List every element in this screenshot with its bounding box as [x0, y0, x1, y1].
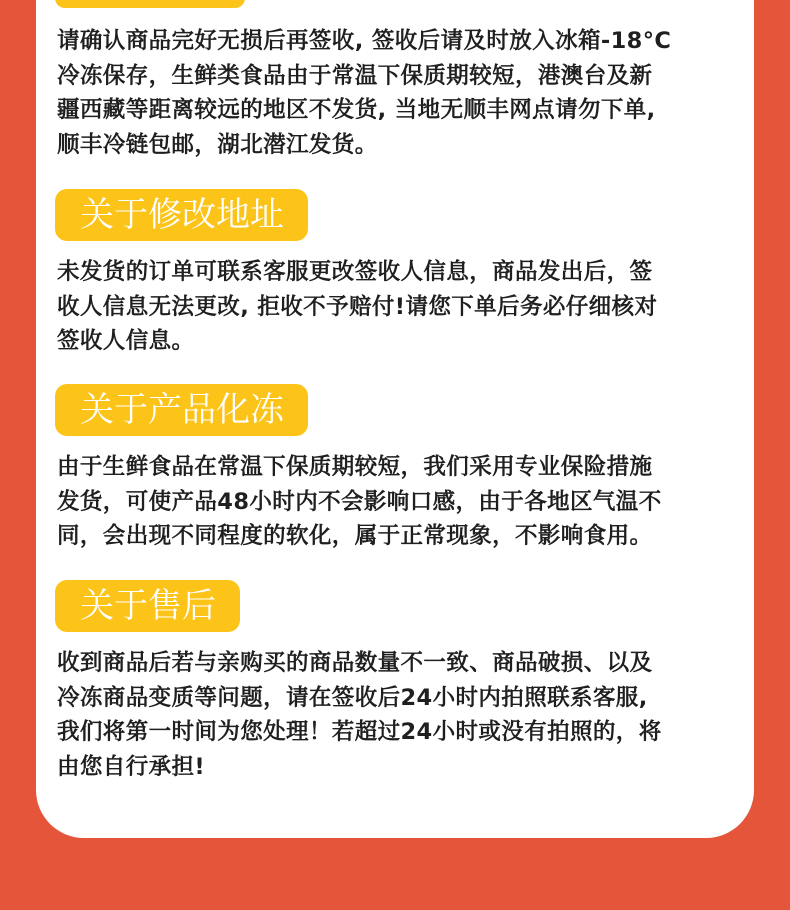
text-line: 签收人信息。: [57, 328, 195, 354]
after-sales-text: [57, 646, 737, 784]
section-title-address-change: 关于修改地址: [55, 189, 308, 241]
section-header-pill-partial: [55, 0, 245, 8]
text-line: 请确认商品完好无损后再签收, 签收后请及时放入冰箱-18°C: [57, 28, 672, 54]
text-line: 同，会出现不同程度的软化，属于正常现象，不影响食用。: [57, 523, 653, 549]
text-line: 收到商品后若与亲购买的商品数量不一致、商品破损、以及: [57, 650, 653, 676]
text-line: 由于生鲜食品在常温下保质期较短，我们采用专业保险措施: [57, 454, 653, 480]
section-title-thawing: 关于产品化冻: [55, 384, 308, 436]
text-line: 疆西藏等距离较远的地区不发货, 当地无顺丰网点请勿下单,: [57, 97, 656, 123]
text-line: 未发货的订单可联系客服更改签收人信息，商品发出后，签: [57, 259, 653, 285]
text-line: 收人信息无法更改, 拒收不予赔付!请您下单后务必仔细核对: [57, 293, 658, 320]
shipping-notice-text: [57, 24, 737, 162]
text-line: 发货，可使产品48小时内不会影响口感，由于各地区气温不: [57, 488, 662, 515]
text-line: 我们将第一时间为您处理！若超过24小时或没有拍照的，将: [57, 719, 662, 745]
address-change-text: [57, 255, 737, 359]
text-line: 冷冻保存，生鲜类食品由于常温下保质期较短，港澳台及新: [57, 62, 653, 89]
text-line: 由您自行承担!: [57, 753, 206, 780]
section-title-after-sales: 关于售后: [55, 580, 240, 632]
text-line: 顺丰冷链包邮，湖北潜江发货。: [57, 131, 378, 158]
text-line: 冷冻商品变质等问题，请在签收后24小时内拍照联系客服,: [57, 684, 648, 711]
thawing-text: [57, 450, 737, 554]
